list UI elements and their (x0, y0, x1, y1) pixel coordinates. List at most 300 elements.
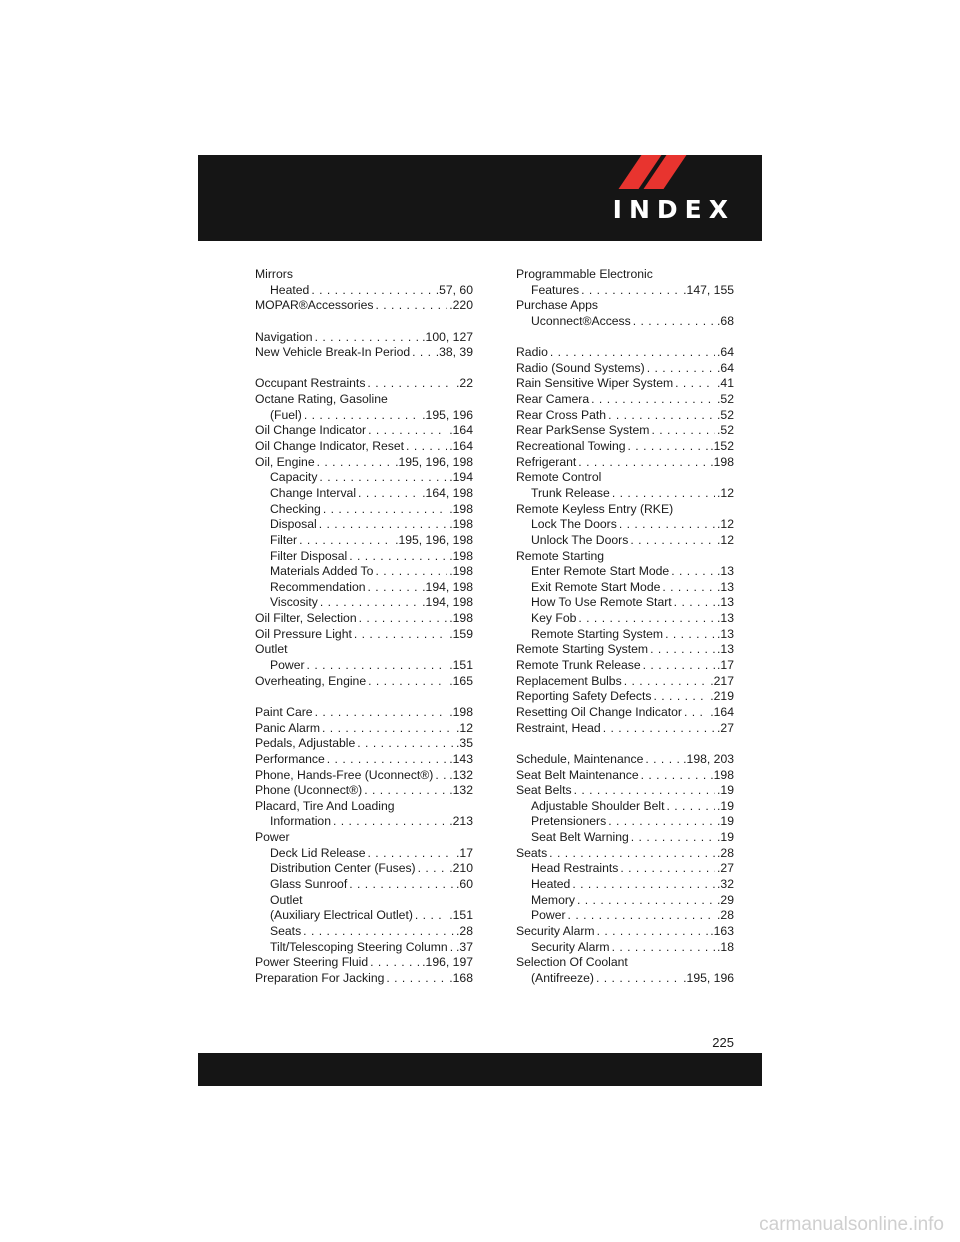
index-term: Uconnect®Access (531, 313, 631, 328)
index-entry (516, 580, 734, 596)
footer-band (198, 1053, 762, 1086)
leader-dots (410, 345, 434, 361)
index-term: Octane Rating, Gasoline (255, 392, 388, 407)
index-pages: .29 (717, 892, 734, 907)
index-entry (255, 955, 473, 971)
index-entry (255, 549, 473, 565)
index-pages: .19 (717, 830, 734, 845)
index-entry (255, 752, 473, 768)
leader-dots (317, 517, 448, 533)
index-entry (516, 642, 734, 658)
index-entry (255, 470, 473, 486)
leader-dots (433, 768, 447, 784)
index-term: Refrigerant (516, 454, 577, 469)
leader-dots (357, 611, 448, 627)
leader-dots (347, 549, 447, 565)
index-entry (255, 455, 473, 471)
index-term: Oil Change Indicator, Reset (255, 439, 405, 454)
index-term: New Vehicle Break-In Period (255, 345, 411, 360)
leader-dots (575, 893, 715, 909)
index-pages: .18 (717, 939, 734, 954)
leader-dots (368, 955, 420, 971)
index-term: Purchase Apps (516, 298, 598, 313)
leader-dots (576, 455, 708, 471)
leader-dots (366, 846, 455, 862)
index-entry (255, 423, 473, 439)
index-term: Capacity (270, 470, 318, 485)
index-entry (516, 674, 734, 690)
index-term: Filter Disposal (270, 548, 348, 563)
leader-dots (610, 940, 715, 956)
index-pages: .12 (717, 517, 734, 532)
index-entry (255, 533, 473, 549)
leader-dots (618, 861, 715, 877)
index-entry (516, 376, 734, 392)
index-entry (255, 705, 473, 721)
index-term: Oil Pressure Light (255, 626, 352, 641)
index-term: Outlet (270, 892, 303, 907)
index-term: Power (255, 830, 290, 845)
index-entry (255, 408, 473, 424)
index-entry (255, 267, 473, 283)
index-term: Viscosity (270, 595, 318, 610)
leader-dots (566, 908, 716, 924)
index-term: Phone (Uconnect®) (255, 783, 363, 798)
index-entry (516, 517, 734, 533)
index-pages: .147, 155 (683, 282, 734, 297)
index-pages: .60 (456, 876, 473, 891)
index-entry (255, 502, 473, 518)
index-term: Recommendation (270, 579, 366, 594)
index-term: Seat Belts (516, 783, 572, 798)
leader-dots (629, 830, 715, 846)
index-pages: .52 (717, 423, 734, 438)
index-term: Rain Sensitive Wiper System (516, 376, 674, 391)
index-entry (255, 486, 473, 502)
leader-dots (673, 376, 715, 392)
index-term: Remote Trunk Release (516, 658, 641, 673)
index-term: Features (531, 282, 580, 297)
index-term: Rear Cross Path (516, 407, 607, 422)
index-pages: .35 (456, 736, 473, 751)
index-term: Oil Change Indicator (255, 423, 367, 438)
index-entry (255, 877, 473, 893)
index-term: Checking (270, 501, 321, 516)
index-entry (255, 564, 473, 580)
index-term: Security Alarm (516, 923, 595, 938)
index-term: Distribution Center (Fuses) (270, 861, 416, 876)
index-entry (255, 595, 473, 611)
leader-dots (325, 752, 447, 768)
index-entry (516, 267, 734, 283)
index-pages: .194, 198 (422, 595, 473, 610)
leader-dots (309, 283, 433, 299)
index-pages: .210 (449, 861, 473, 876)
index-term: Seat Belt Maintenance (516, 767, 639, 782)
leader-dots (302, 408, 420, 424)
index-term: Recreational Towing (516, 439, 626, 454)
index-pages: .198 (710, 767, 734, 782)
leader-dots (601, 721, 715, 737)
index-pages: .13 (717, 611, 734, 626)
index-entry (516, 705, 734, 721)
index-pages: .17 (456, 845, 473, 860)
index-column-right (516, 267, 734, 986)
leader-dots (321, 502, 447, 518)
index-term: Heated (270, 282, 310, 297)
index-entry (255, 768, 473, 784)
index-entry (255, 298, 473, 314)
index-pages: .38, 39 (435, 345, 473, 360)
index-pages: .13 (717, 626, 734, 641)
index-entry (255, 330, 473, 346)
index-pages: .57, 60 (435, 282, 473, 297)
index-entry (516, 940, 734, 956)
index-entry (255, 439, 473, 455)
index-pages: .195, 196 (422, 407, 473, 422)
leader-dots (366, 580, 421, 596)
leader-dots (664, 799, 715, 815)
index-pages: .13 (717, 564, 734, 579)
index-entry (516, 627, 734, 643)
index-entry (516, 455, 734, 471)
index-term: Disposal (270, 517, 317, 532)
index-entry (255, 580, 473, 596)
index-pages: .19 (717, 783, 734, 798)
index-term: Remote Starting (516, 548, 605, 563)
index-pages: .19 (717, 814, 734, 829)
index-entry (516, 470, 734, 486)
leader-dots (649, 423, 715, 439)
leader-dots (628, 533, 715, 549)
index-entry (516, 533, 734, 549)
leader-dots (352, 627, 447, 643)
index-entry (255, 861, 473, 877)
leader-dots (641, 658, 715, 674)
index-term: Heated (531, 876, 571, 891)
index-entry (516, 345, 734, 361)
index-pages: .217 (710, 673, 734, 688)
index-term: Placard, Tire And Loading (255, 798, 395, 813)
index-term: (Auxiliary Electrical Outlet) (270, 908, 413, 923)
index-term: Lock The Doors (531, 517, 617, 532)
index-entry (255, 627, 473, 643)
index-pages: .163 (710, 923, 734, 938)
leader-dots (572, 783, 715, 799)
index-term: Head Restraints (531, 861, 619, 876)
index-pages: .194 (449, 470, 473, 485)
index-entry (516, 861, 734, 877)
index-term: Pretensioners (531, 814, 607, 829)
index-pages: .195, 196, 198 (395, 454, 473, 469)
index-entry (516, 298, 734, 314)
page-number: 225 (712, 1035, 734, 1050)
index-pages: .213 (449, 814, 473, 829)
index-pages: .159 (449, 626, 473, 641)
index-pages: .164 (449, 423, 473, 438)
index-entry (516, 595, 734, 611)
index-pages: .28 (456, 923, 473, 938)
leader-dots (639, 768, 709, 784)
leader-dots (622, 674, 709, 690)
index-term: Preparation For Jacking (255, 970, 385, 985)
index-pages: .27 (717, 861, 734, 876)
index-entry (516, 549, 734, 565)
index-pages: .164 (710, 704, 734, 719)
index-entry (516, 721, 734, 737)
index-entry (255, 345, 473, 361)
index-term: Materials Added To (270, 564, 374, 579)
index-entry (516, 955, 734, 971)
index-pages: .64 (717, 345, 734, 360)
index-entry (516, 752, 734, 768)
index-entry (516, 658, 734, 674)
index-column-left (255, 267, 473, 986)
index-entry (255, 642, 473, 658)
leader-dots (682, 705, 708, 721)
index-term: Reporting Safety Defects (516, 689, 652, 704)
index-term: Seat Belt Warning (531, 830, 629, 845)
index-pages: .220 (449, 298, 473, 313)
leader-dots (579, 283, 681, 299)
index-pages: .151 (449, 658, 473, 673)
index-entry (255, 830, 473, 846)
index-pages: .198, 203 (683, 751, 734, 766)
index-entry (516, 283, 734, 299)
header-band (198, 155, 762, 241)
index-entry (516, 689, 734, 705)
index-term: Phone, Hands-Free (Uconnect®) (255, 767, 434, 782)
index-term: Remote Starting System (516, 642, 649, 657)
index-entry (516, 502, 734, 518)
index-term: Outlet (255, 642, 288, 657)
index-entry (255, 283, 473, 299)
leader-dots (570, 877, 715, 893)
leader-dots (373, 298, 447, 314)
leader-dots (669, 564, 715, 580)
index-entry (516, 314, 734, 330)
leader-dots (606, 408, 715, 424)
index-pages: .22 (456, 376, 473, 391)
index-term: Enter Remote Start Mode (531, 564, 670, 579)
index-pages: .194, 198 (422, 579, 473, 594)
leader-dots (606, 814, 715, 830)
index-entry (255, 893, 473, 909)
index-term: Seats (270, 923, 302, 938)
index-pages: .68 (717, 313, 734, 328)
leader-dots (384, 971, 447, 987)
leader-dots (631, 314, 715, 330)
index-term: Security Alarm (531, 939, 610, 954)
leader-dots (648, 642, 715, 658)
index-pages: .151 (449, 908, 473, 923)
index-term: (Fuel) (270, 407, 302, 422)
leader-dots (313, 705, 448, 721)
index-term: Tilt/Telescoping Steering Column (270, 939, 448, 954)
index-term: Overheating, Engine (255, 673, 367, 688)
index-entry (255, 674, 473, 690)
index-term: Performance (255, 751, 325, 766)
leader-dots (318, 595, 420, 611)
index-term: Unlock The Doors (531, 532, 629, 547)
index-entry (516, 564, 734, 580)
watermark: carmanualsonline.info (759, 1214, 944, 1235)
index-entry (516, 611, 734, 627)
index-pages: .198 (449, 611, 473, 626)
leader-dots (315, 455, 393, 471)
leader-dots (645, 361, 715, 377)
leader-dots (347, 877, 454, 893)
index-entry (516, 924, 734, 940)
index-pages: .32 (717, 876, 734, 891)
index-entry (516, 908, 734, 924)
index-pages: .27 (717, 720, 734, 735)
index-pages: .165 (449, 673, 473, 688)
index-term: Power Steering Fluid (255, 955, 369, 970)
index-entry (255, 799, 473, 815)
leader-dots (672, 595, 715, 611)
index-pages: .41 (717, 376, 734, 391)
leader-dots (317, 470, 447, 486)
index-pages: .219 (710, 689, 734, 704)
index-pages: .12 (456, 720, 473, 735)
index-pages: .100, 127 (422, 329, 473, 344)
leader-dots (643, 752, 681, 768)
index-term: Deck Lid Release (270, 845, 366, 860)
index-pages: .13 (717, 579, 734, 594)
index-term: Rear Camera (516, 392, 590, 407)
index-entry (255, 376, 473, 392)
index-entry (255, 517, 473, 533)
index-pages: .52 (717, 392, 734, 407)
leader-dots (356, 486, 420, 502)
index-term: Resetting Oil Change Indicator (516, 704, 682, 719)
leader-dots (610, 486, 715, 502)
index-pages: .198 (710, 454, 734, 469)
index-entry (516, 486, 734, 502)
index-term: Paint Care (255, 704, 313, 719)
index-pages: .52 (717, 407, 734, 422)
index-pages: .28 (717, 845, 734, 860)
index-term: Schedule, Maintenance (516, 751, 644, 766)
leader-dots (365, 376, 454, 392)
leader-dots (660, 580, 715, 596)
page-title: INDEX (612, 195, 735, 224)
index-term: Radio (516, 345, 548, 360)
leader-dots (626, 439, 709, 455)
index-term: (Antifreeze) (531, 970, 594, 985)
leader-dots (331, 814, 447, 830)
index-term: Oil Filter, Selection (255, 611, 357, 626)
index-entry (516, 830, 734, 846)
leader-dots (589, 392, 715, 408)
index-entry (516, 877, 734, 893)
index-term: MOPAR®Accessories (255, 298, 374, 313)
index-entry (255, 846, 473, 862)
index-term: Information (270, 814, 331, 829)
index-pages: .12 (717, 485, 734, 500)
index-pages: .164 (449, 439, 473, 454)
index-term: Restraint, Head (516, 720, 601, 735)
index-term: Navigation (255, 329, 313, 344)
index-pages: .143 (449, 751, 473, 766)
index-pages: .198 (449, 564, 473, 579)
index-term: Memory (531, 892, 576, 907)
leader-dots (595, 924, 709, 940)
index-term: Oil, Engine (255, 454, 315, 469)
index-pages: .13 (717, 595, 734, 610)
index-pages: .132 (449, 783, 473, 798)
index-entry (516, 423, 734, 439)
index-pages: .152 (710, 439, 734, 454)
index-term: Adjustable Shoulder Belt (531, 798, 665, 813)
index-entry (516, 971, 734, 987)
index-pages: .13 (717, 642, 734, 657)
index-entry (255, 611, 473, 627)
index-entry (255, 392, 473, 408)
index-term: Remote Control (516, 470, 602, 485)
index-term: Rear ParkSense System (516, 423, 650, 438)
index-term: Power (531, 908, 566, 923)
index-term: Selection Of Coolant (516, 955, 628, 970)
leader-dots (366, 674, 447, 690)
index-entry (516, 408, 734, 424)
leader-dots (373, 564, 447, 580)
leader-dots (301, 924, 454, 940)
leader-dots (320, 721, 454, 737)
index-pages: .195, 196, 198 (395, 532, 473, 547)
index-term: Trunk Release (531, 485, 610, 500)
index-pages: .164, 198 (422, 485, 473, 500)
leader-dots (617, 517, 715, 533)
index-entry (255, 721, 473, 737)
index-pages: .198 (449, 704, 473, 719)
index-entry (255, 940, 473, 956)
leader-dots (305, 658, 448, 674)
index-pages: .12 (717, 532, 734, 547)
leader-dots (362, 783, 447, 799)
leader-dots (652, 689, 709, 705)
index-pages: .17 (717, 658, 734, 673)
index-term: Radio (Sound Systems) (516, 360, 645, 375)
index-pages: .19 (717, 798, 734, 813)
leader-dots (547, 846, 715, 862)
index-pages: .198 (449, 517, 473, 532)
index-term: Panic Alarm (255, 720, 321, 735)
index-entry (255, 971, 473, 987)
index-term: Occupant Restraints (255, 376, 366, 391)
index-term: How To Use Remote Start (531, 595, 672, 610)
index-pages: .37 (456, 939, 473, 954)
index-pages: .132 (449, 767, 473, 782)
index-term: Glass Sunroof (270, 876, 348, 891)
leader-dots (594, 971, 681, 987)
index-pages: .198 (449, 548, 473, 563)
index-entry (516, 814, 734, 830)
leader-dots (404, 439, 447, 455)
index-entry (516, 439, 734, 455)
index-entry (255, 924, 473, 940)
leader-dots (548, 345, 715, 361)
index-term: Programmable Electronic (516, 267, 653, 281)
index-term: Seats (516, 845, 548, 860)
index-pages: .28 (717, 908, 734, 923)
leader-dots (297, 533, 393, 549)
index-entry (516, 361, 734, 377)
index-pages: .168 (449, 970, 473, 985)
index-term: Replacement Bulbs (516, 673, 622, 688)
index-entry (255, 814, 473, 830)
